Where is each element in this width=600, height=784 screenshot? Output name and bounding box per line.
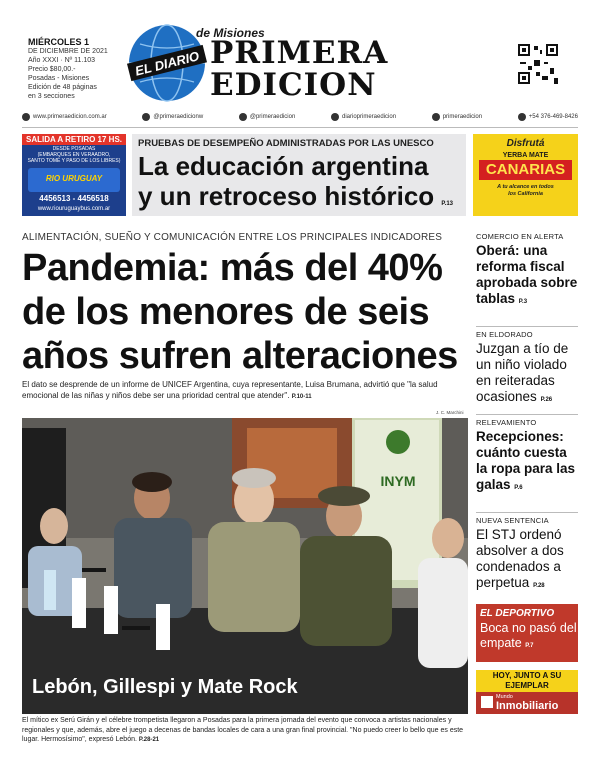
sidebar-kicker: EN ELDORADO <box>476 330 533 339</box>
top-story-education[interactable] <box>132 134 466 216</box>
supplement-brand-small: Mundo <box>496 694 513 700</box>
lead-photo[interactable] <box>22 418 468 714</box>
page-reference: P.28-21 <box>138 737 160 743</box>
ad-rio-uruguay[interactable] <box>22 134 126 216</box>
sidebar-title: El STJ ordenó absolver a dos condenados a perpetua P.28 <box>476 527 564 590</box>
edition-price: Precio $80,00.- <box>28 66 76 73</box>
edition-issue: Año XXXI · Nº 11.103 <box>28 57 96 64</box>
main-headline-line-3: años sufren alteraciones <box>22 335 458 377</box>
sidebar-kicker: NUEVA SENTENCIA <box>476 516 549 525</box>
main-headline-line-2: de los menores de seis <box>22 291 430 333</box>
whatsapp-icon <box>518 113 526 121</box>
sidebar-story-obera[interactable] <box>476 232 578 310</box>
social-link-facebook[interactable]: @primeraedicion <box>239 113 295 121</box>
ad-footer: A tu alcance en todos los California <box>497 184 554 197</box>
edition-sections: en 3 secciones <box>28 93 75 100</box>
top-story-title-line-2: y un retroceso histórico P.13 <box>138 181 453 211</box>
mundo-inmobiliario-box[interactable] <box>476 670 578 714</box>
divider <box>476 414 578 415</box>
concert-press-photo <box>22 418 468 714</box>
sidebar-story-recepciones[interactable] <box>476 418 578 496</box>
photo-caption: El mítico ex Serú Girán y el célebre trompetista llegaron a Posadas para la primera jornada del evento que convoca a artistas nacionales y regionales y que, además, abre el juego a decenas de bandas locales de cara a una gran final provincial. "No puedo creer lo bello que es este lugar. Hermosísimo", expresó Lebón. P.28-21 <box>22 717 464 743</box>
ad-website: www.riouruguaybus.com.ar <box>37 206 111 212</box>
ad-subline: DESDE POSADAS (EMBARQUES EN VERAADRO, SANTO TOMÉ Y PASO DE LOS LIBRES) <box>27 146 121 164</box>
page-reference: P.10-11 <box>291 393 312 400</box>
ad-phone: 4456513 - 4456518 <box>39 194 109 203</box>
social-link-youtube[interactable]: primeraedicion <box>432 113 482 121</box>
social-link-web[interactable]: www.primeraedicion.com.ar <box>22 113 107 121</box>
banner-text: INYM <box>380 473 416 489</box>
facebook-icon <box>239 113 247 121</box>
divider <box>22 127 578 128</box>
deportivo-title: Boca no pasó del empate P.7 <box>480 621 577 650</box>
social-link-instagram[interactable]: diarioprimeraedicion <box>331 113 396 121</box>
sidebar-title: Oberá: una reforma fiscal aprobada sobre tablas P.3 <box>476 243 578 306</box>
ad-product-type: YERBA MATE <box>502 152 549 159</box>
edition-day: MIÉRCOLES 1 <box>28 37 90 47</box>
edition-pages: Edición de 48 páginas <box>28 84 97 91</box>
youtube-icon <box>432 113 440 121</box>
supplement-notice: HOY, JUNTO A SU EJEMPLAR <box>476 670 578 692</box>
divider <box>476 326 578 327</box>
edition-date: DE DICIEMBRE DE 2021 <box>28 48 108 55</box>
globe-icon <box>22 113 30 121</box>
sidebar-kicker: RELEVAMIENTO <box>476 418 537 427</box>
page-reference: P.13 <box>441 201 453 207</box>
house-icon <box>481 696 493 708</box>
main-story-dek: El dato se desprende de un informe de UNICEF Argentina, cuya representante, Luisa Brumana, advirtió que "la salud emocional de las niñas y niños debe ser una prioridad central que atender". P.10-11 <box>22 380 438 400</box>
logo-word-1: PRIMERA <box>210 35 389 71</box>
qr-code-icon[interactable] <box>518 44 558 84</box>
edition-location: Posadas - Misiones <box>28 75 90 82</box>
social-link-twitter[interactable]: @primeraedicionw <box>142 113 203 121</box>
ad-yerba-canarias[interactable] <box>473 134 578 216</box>
ad-tagline: Disfrutá <box>506 138 545 149</box>
sidebar-story-stj[interactable] <box>476 516 578 594</box>
logo-tagline: de Misiones <box>196 26 265 40</box>
top-story-title-line-1: La educación argentina <box>138 151 429 181</box>
supplement-brand: Inmobiliario <box>496 700 559 712</box>
top-story-kicker: PRUEBAS DE DESEMPEÑO ADMINISTRADAS POR LAS UNESCO <box>138 138 434 149</box>
social-links-bar <box>22 110 578 124</box>
deportivo-kicker: EL DEPORTIVO <box>480 608 555 619</box>
ad-headline: SALIDA A RETIRO 17 HS. <box>22 134 126 145</box>
ad-brand: CANARIAS <box>479 160 572 180</box>
masthead <box>0 0 600 106</box>
main-story-kicker: ALIMENTACIÓN, SUEÑO Y COMUNICACIÓN ENTRE LOS PRINCIPALES INDICADORES <box>22 232 443 243</box>
el-deportivo-box[interactable] <box>476 604 578 662</box>
sidebar-kicker: COMERCIO EN ALERTA <box>476 232 564 241</box>
sidebar-story-eldorado[interactable] <box>476 330 578 408</box>
logo-badge-text: EL DIARIO <box>133 48 201 79</box>
divider <box>476 512 578 513</box>
social-link-whatsapp[interactable]: +54 376-469-8426 <box>518 113 578 121</box>
edition-info <box>28 38 138 101</box>
photo-credit: J. C. Marchini <box>436 410 464 415</box>
sidebar-title: Recepciones: cuánto cuesta la ropa para las galas P.6 <box>476 429 576 492</box>
logo-word-2: EDICION <box>210 67 377 103</box>
ad-brand: RIO URUGUAY <box>45 174 103 183</box>
sidebar-title: Juzgan a tío de un niño violado en reiteradas ocasiones P.26 <box>476 341 569 404</box>
instagram-icon <box>331 113 339 121</box>
twitter-icon <box>142 113 150 121</box>
photo-story-title: Lebón, Gillespi y Mate Rock <box>32 676 298 698</box>
main-headline[interactable] <box>22 246 470 378</box>
main-headline-line-1: Pandemia: más del 40% <box>22 247 443 289</box>
